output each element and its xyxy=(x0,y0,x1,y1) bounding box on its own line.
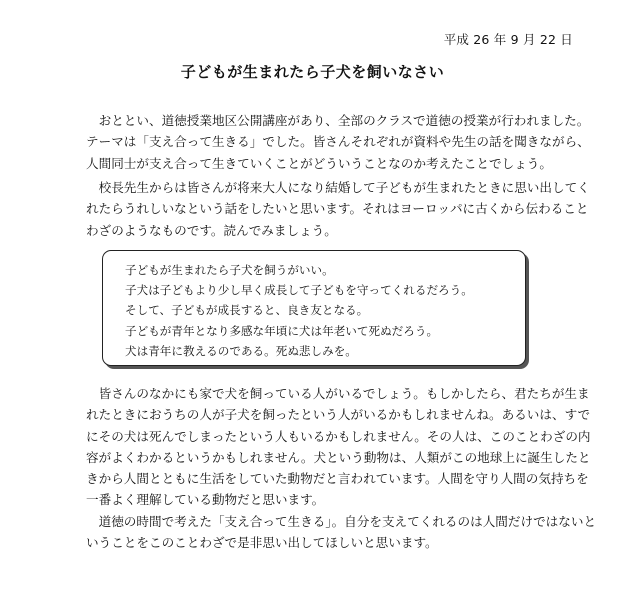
proverb-box xyxy=(102,250,526,366)
proverb-line: 子犬は子どもより少し早く成長して子どもを守ってくれるだろう。 xyxy=(125,283,473,298)
paragraph-line: おととい、道徳授業地区公開講座があり、全部のクラスで道徳の授業が行われました。 xyxy=(98,113,590,128)
proverb-line: そして、子どもが成長すると、良き友となる。 xyxy=(125,303,369,318)
paragraph-line: れたときにおうちの人が子犬を飼ったという人がいるかもしれませんね。あるいは、すで xyxy=(86,407,591,423)
paragraph-principal xyxy=(86,177,590,241)
paragraph-line: わざのようなものです。読んでみましょう。 xyxy=(86,222,337,238)
document-title: 子どもが生まれたら子犬を飼いなさい xyxy=(180,63,445,81)
proverb-line: 犬は青年に教えるのである。死ぬ悲しみを。 xyxy=(125,343,357,358)
paragraph-line: 校長先生からは皆さんが将来大人になり結婚して子どもが生まれたときに思い出してく xyxy=(98,180,590,195)
paragraph-line: テーマは「支え合って生きる」でした。皆さんそれぞれが資料や先生の話を聞きながら、 xyxy=(86,134,590,150)
paragraph-line: 道徳の時間で考えた「支え合って生きる」。自分を支えてくれるのは人間だけではないと xyxy=(98,514,597,529)
paragraph-dogs xyxy=(86,383,591,511)
paragraph-line: 一番よく理解している動物だと思います。 xyxy=(86,492,325,508)
paragraph-intro xyxy=(86,110,590,174)
paragraph-line: にその犬は死んでしまったという人もいるかもしれません。その人は、このことわざの内 xyxy=(86,428,591,444)
paragraph-line: いうことをこのことわざで是非思い出してほしいと思います。 xyxy=(86,535,438,551)
document-date: 平成 26 年 9 月 22 日 xyxy=(443,32,573,47)
proverb-line: 子どもが生まれたら子犬を飼うがいい。 xyxy=(125,263,334,277)
paragraph-line: きから人間とともに生活をしていた動物だと言われています。人間を守り人間の気持ちを xyxy=(86,471,589,487)
paragraph-line: れたらうれしいなという話をしたいと思います。それはヨーロッパに古くから伝わること xyxy=(86,201,589,217)
paragraph-line: 容がよくわかるというかもしれません。犬という動物は、人類がこの地球上に誕生したと xyxy=(86,449,591,465)
paragraph-line: 皆さんのなかにも家で犬を飼っている人がいるでしょう。もしかしたら、君たちが生ま xyxy=(98,386,590,401)
paragraph-line: 人間同士が支え合って生きていくことがどういうことなのか考えたことでしょう。 xyxy=(86,155,552,171)
proverb-line: 子どもが青年となり多感な年頃に犬は年老いて死ぬだろう。 xyxy=(125,323,439,338)
paragraph-conclusion xyxy=(86,511,597,554)
proverb-text xyxy=(125,260,473,361)
